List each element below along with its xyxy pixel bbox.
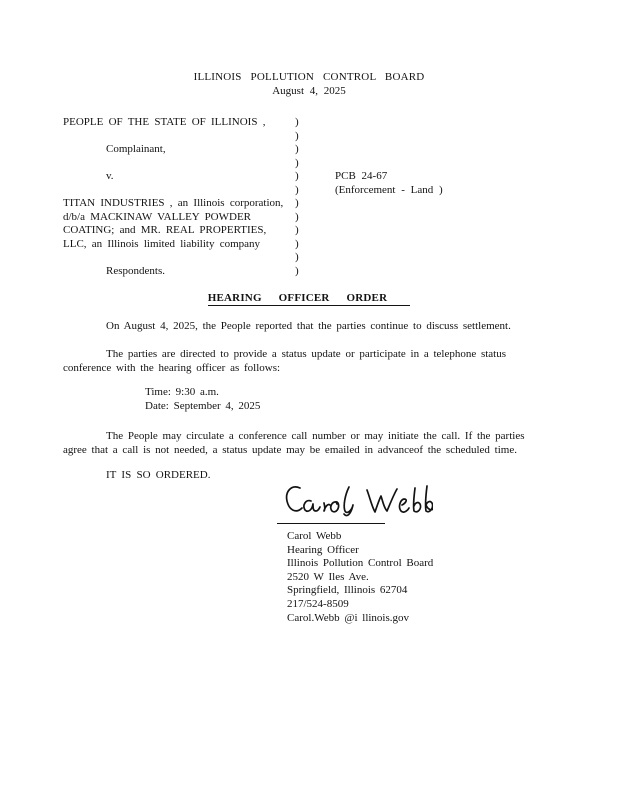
paragraph-2	[63, 348, 506, 375]
case-caption	[63, 116, 563, 278]
board-title: ILLINOIS POLLUTION CONTROL BOARD	[193, 71, 425, 83]
caption-row	[63, 251, 563, 265]
signer-address-city: Springfield, Illinois 62704	[287, 584, 408, 597]
signer-address-street: 2520 W Iles Ave.	[287, 570, 369, 583]
caption-paren: )	[295, 237, 299, 250]
para3-line2: agree that a call is not needed, a status update may be emailed in advanceof the scheduled time.	[63, 443, 517, 456]
signer-organization: Illinois Pollution Control Board	[287, 557, 434, 570]
signer-name: Carol Webb	[287, 530, 342, 542]
caption-paren: )	[295, 156, 299, 169]
para1-line1: On August 4, 2025, the People reported that the parties continue to discuss settlement.	[106, 320, 511, 332]
respondent-name-line3: COATING; and MR. REAL PROPERTIES,	[63, 224, 267, 236]
schedule-time: Time: 9:30 a.m.	[145, 386, 219, 398]
para2-line1: The parties are directed to provide a status update or participate in a telephone status	[106, 348, 507, 360]
caption-row	[63, 265, 563, 279]
caption-row	[63, 157, 563, 171]
signer-phone: 217/524-8509	[287, 597, 349, 610]
respondent-name-line2: d/b/a MACKINAW VALLEY POWDER	[63, 210, 252, 223]
caption-paren: )	[295, 210, 299, 223]
caption-row	[63, 143, 563, 157]
caption-paren: )	[295, 183, 299, 196]
signer-title: Hearing Officer	[287, 543, 359, 556]
caption-paren: )	[295, 143, 299, 155]
respondents-label: Respondents.	[106, 264, 165, 277]
caption-paren: )	[295, 224, 299, 236]
caption-row	[63, 211, 563, 225]
signer-email: Carol.Webb @i llinois.gov	[287, 611, 410, 624]
respondent-name-line4: LLC, an Illinois limited liability company	[63, 237, 261, 250]
order-heading	[0, 292, 618, 306]
signature-line	[277, 523, 385, 524]
versus-label: v.	[106, 170, 114, 182]
respondent-name-line1: TITAN INDUSTRIES , an Illinois corporation,	[63, 197, 284, 209]
caption-row	[63, 238, 563, 252]
para3-line1: The People may circulate a conference call number or may initiate the call. If the parties	[106, 430, 525, 442]
case-number: PCB 24-67	[335, 170, 388, 182]
caption-paren: )	[295, 251, 299, 263]
signature-block	[287, 530, 433, 625]
handwritten-signature-image	[283, 479, 433, 521]
schedule-block	[145, 386, 260, 413]
schedule-date: Date: September 4, 2025	[145, 399, 261, 412]
complainant-label: Complainant,	[106, 143, 166, 155]
case-type: (Enforcement - Land )	[335, 183, 443, 196]
document-date: August 4, 2025	[272, 84, 346, 97]
paragraph-3	[63, 430, 525, 457]
caption-paren: )	[295, 197, 299, 209]
caption-paren: )	[295, 170, 299, 182]
caption-row	[63, 224, 563, 238]
document-header	[0, 71, 618, 98]
order-heading-text: HEARING OFFICER ORDER	[208, 292, 411, 306]
so-ordered-text: IT IS SO ORDERED.	[106, 469, 211, 481]
caption-row	[63, 184, 563, 198]
paragraph-1	[63, 320, 511, 334]
caption-row	[63, 197, 563, 211]
caption-row	[63, 116, 563, 130]
caption-paren: )	[295, 264, 299, 277]
party-complainant-name: PEOPLE OF THE STATE OF ILLINOIS ,	[63, 116, 266, 128]
caption-paren: )	[295, 129, 299, 142]
para2-line2: conference with the hearing officer as follows:	[63, 361, 281, 374]
caption-row	[63, 170, 563, 184]
caption-row	[63, 130, 563, 144]
caption-paren: )	[295, 116, 299, 128]
